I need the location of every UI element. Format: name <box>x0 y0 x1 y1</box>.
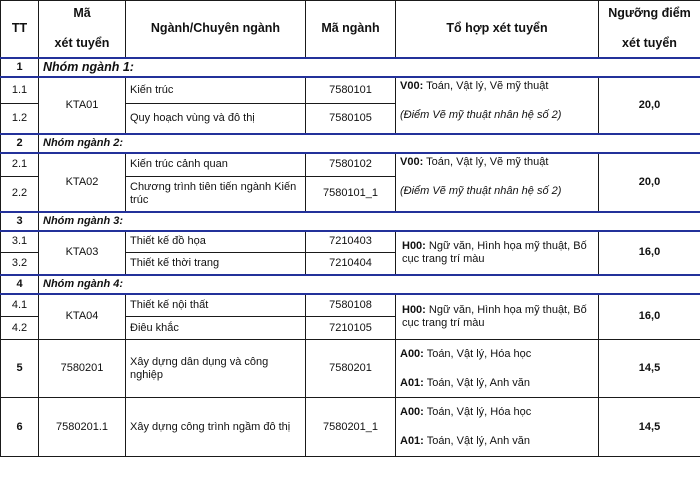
combo-code: A00: <box>400 347 424 360</box>
ma-nganh: 7210403 <box>306 231 396 253</box>
ma-nganh: 7580108 <box>306 294 396 317</box>
row-tt: 4.2 <box>1 317 39 340</box>
header-ma-top: Mã <box>73 6 91 21</box>
group-row <box>1 134 700 153</box>
combo-text: Ngữ văn, Hình họa mỹ thuật, Bố cục trang trí màu <box>402 239 587 265</box>
header-tt: TT <box>1 1 39 58</box>
ma-xet-tuyen: 7580201 <box>39 340 126 398</box>
combo-text: Toán, Vật lý, Hóa học <box>423 406 532 418</box>
threshold: 14,5 <box>599 340 700 398</box>
group-label: Nhóm ngành 3: <box>39 212 700 231</box>
combo-code: H00: <box>402 239 426 252</box>
ma-nganh: 7580101 <box>306 77 396 104</box>
combo-text: Ngữ văn, Hình họa mỹ thuật, Bố cục trang trí màu <box>402 303 587 329</box>
combo-note: (Điểm Vẽ mỹ thuật nhân hệ số 2) <box>400 108 562 121</box>
combo-code: H00: <box>402 303 426 316</box>
group-row <box>1 58 700 77</box>
ma-nganh: 7210404 <box>306 253 396 275</box>
group-number: 2 <box>1 134 39 153</box>
header-nguong-top: Ngưỡng điểm <box>608 6 691 21</box>
group-label: Nhóm ngành 2: <box>39 134 700 153</box>
to-hop-line <box>400 435 594 448</box>
ma-xet-tuyen: KTA03 <box>39 231 126 275</box>
header-ma-nganh: Mã ngành <box>306 1 396 58</box>
nganh-name: Thiết kế đồ họa <box>126 231 306 253</box>
threshold: 16,0 <box>599 294 700 340</box>
row-tt: 1.1 <box>1 77 39 104</box>
nganh-name: Kiến trúc cảnh quan <box>126 153 306 177</box>
combo-text: Toán, Vật lý, Vẽ mỹ thuật <box>423 79 549 92</box>
ma-xet-tuyen: 7580201.1 <box>39 398 126 457</box>
group-number: 3 <box>1 212 39 231</box>
nganh-name: Xây dựng dân dụng và công nghiệp <box>126 340 306 398</box>
row-tt: 3.2 <box>1 253 39 275</box>
nganh-name: Điêu khắc <box>126 317 306 340</box>
ma-xet-tuyen: KTA04 <box>39 294 126 340</box>
combo-note: (Điểm Vẽ mỹ thuật nhân hệ số 2) <box>400 184 562 197</box>
nganh-name: Thiết kế nội thất <box>126 294 306 317</box>
nganh-name: Xây dựng công trình ngầm đô thị <box>126 398 306 457</box>
group-row <box>1 212 700 231</box>
combo-text: Toán, Vật lý, Anh văn <box>423 435 531 447</box>
threshold: 20,0 <box>599 77 700 134</box>
group-label: Nhóm ngành 4: <box>39 275 700 294</box>
threshold: 16,0 <box>599 231 700 275</box>
table-row <box>1 398 700 457</box>
combo-code: A01: <box>400 435 424 447</box>
table-row <box>1 340 700 398</box>
ma-xet-tuyen: KTA02 <box>39 153 126 212</box>
row-tt: 2.1 <box>1 153 39 177</box>
group-number: 1 <box>1 58 39 77</box>
threshold: 20,0 <box>599 153 700 212</box>
to-hop-line <box>400 377 594 390</box>
threshold: 14,5 <box>599 398 700 457</box>
header-ma-bottom: xét tuyển <box>54 36 110 51</box>
to-hop-line <box>400 406 594 419</box>
combo-text: Toán, Vật lý, Anh văn <box>423 376 531 389</box>
header-row <box>1 1 700 58</box>
row-tt: 2.2 <box>1 177 39 212</box>
combo-code: V00: <box>400 79 424 92</box>
combo-text: Toán, Vật lý, Hóa học <box>423 347 532 360</box>
to-hop-line <box>400 156 594 169</box>
table-row <box>1 77 700 104</box>
table-row <box>1 294 700 317</box>
nganh-name: Quy hoạch vùng và đô thị <box>126 104 306 134</box>
to-hop-cell <box>396 153 599 212</box>
ma-xet-tuyen: KTA01 <box>39 77 126 134</box>
nganh-name: Chương trình tiên tiến ngành Kiến trúc <box>126 177 306 212</box>
group-row <box>1 275 700 294</box>
row-tt: 1.2 <box>1 104 39 134</box>
ma-nganh: 7580105 <box>306 104 396 134</box>
to-hop-line <box>400 348 594 361</box>
row-tt: 3.1 <box>1 231 39 253</box>
to-hop-line <box>400 80 594 93</box>
table-row <box>1 231 700 253</box>
to-hop-cell <box>396 294 599 340</box>
ma-nganh: 7580201_1 <box>306 398 396 457</box>
ma-nganh: 7580101_1 <box>306 177 396 212</box>
nganh-name: Kiến trúc <box>126 77 306 104</box>
header-nganh: Ngành/Chuyên ngành <box>126 1 306 58</box>
table-row <box>1 153 700 177</box>
ma-nganh: 7580102 <box>306 153 396 177</box>
group-number: 4 <box>1 275 39 294</box>
ma-nganh: 7210105 <box>306 317 396 340</box>
nganh-name: Thiết kế thời trang <box>126 253 306 275</box>
to-hop-cell <box>396 77 599 134</box>
row-tt: 4.1 <box>1 294 39 317</box>
combo-code: V00: <box>400 155 424 168</box>
header-to-hop: Tổ hợp xét tuyển <box>396 1 599 58</box>
ma-nganh: 7580201 <box>306 340 396 398</box>
combo-code: A01: <box>400 376 424 389</box>
combo-text: Toán, Vật lý, Vẽ mỹ thuật <box>423 155 549 168</box>
to-hop-cell <box>396 340 599 398</box>
row-tt: 5 <box>1 340 39 398</box>
to-hop-cell <box>396 398 599 457</box>
combo-code: A00: <box>400 406 424 418</box>
row-tt: 6 <box>1 398 39 457</box>
header-ma-xet-tuyen <box>39 1 126 58</box>
group-label: Nhóm ngành 1: <box>39 58 700 77</box>
header-nguong <box>599 1 700 58</box>
header-nguong-bottom: xét tuyển <box>622 36 677 51</box>
to-hop-cell <box>396 231 599 275</box>
